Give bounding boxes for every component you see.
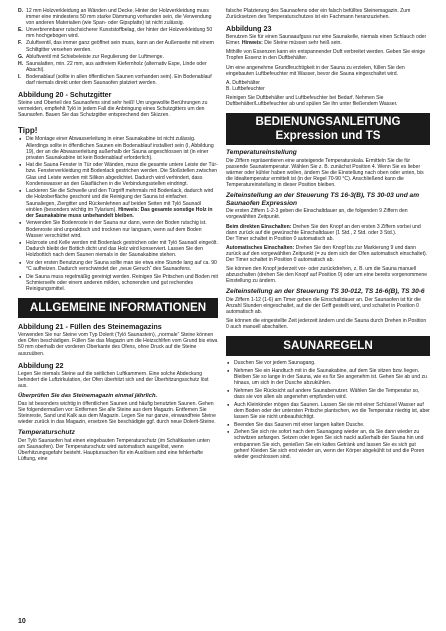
abb20-heading: Abbildung 20 - Schutzgitter bbox=[18, 90, 112, 100]
page-number: 10 bbox=[18, 618, 26, 625]
abb21-text: Verwenden Sie nur Steine vom Typ Dolerit (Tylö Saunastein), „normale“ Steine können den Ofen beschädigen. Füllen Sie das Magazin um die Heizschlifen vom Grund bis etwa 50 mm oberhalb der vorderen Oberkante des Ofens, ohne Druck auf die Steine auszuüben. bbox=[18, 332, 218, 357]
zeit2-text: Die Ziffern 1-12 (1-6) am Timer geben die Einschaltdauer an. Der Saunaofen ist für die Anzahl Stunden eingeschaltet, auf die der Griff gestellt wird, und schaltet in Position 0 automatisch ab. bbox=[226, 297, 421, 316]
abb23-humidity-text: Um eine angenehme Grundfeuchtigkeit in der Sauna zu erzielen, füllen Sie den eingebauten Luftbefeuchter mit Wasser, bevor die Sauna eingeschaltet wird. bbox=[226, 64, 405, 77]
list-item: ● Nehmen Sie Rücksicht auf andere Saunabenutzer. Wählen Sie die Temperatur so, dass sie von allen als angenehm empfunden wird. bbox=[226, 388, 430, 400]
abb23-text: Benutzen Sie für einen Saunaaufguss nur eine Saunakelle, niemals einen Schlauch oder Eimer. Hinweis: Die Steine müssen sehr heiß sein. bbox=[226, 34, 427, 47]
abb23-essence-text: Mithilfe von Essenzen kann ein entspannender Duft verbreitet werden. Geben Sie einige Tropfen Essenz in den Duftbehälter. bbox=[226, 49, 426, 62]
zeit1-auto: Automatisches Einschalten: Drehen Sie den Knopf bis zur Markierung 9 und dann zurück auf den vorgewählten Zeitpunkt (= zu dem sich der Ofen automatisch einschaltet). Der Timer schaltet in Position 0 automatisch ab. bbox=[226, 244, 428, 264]
tipp-heading: Tipp! bbox=[18, 126, 38, 136]
component-list bbox=[18, 8, 218, 86]
list-item: H. Saunalatten, min. 22 mm, aus astfreiem Kiefernholz (alternativ Espe, Linde oder Abachi). bbox=[18, 60, 207, 73]
banner-line: BEDIENUNGSANLEITUNG bbox=[255, 115, 401, 129]
temp-schutz-heading: Temperaturschutz bbox=[18, 429, 75, 437]
section-banner-allgemeine: ALLGEMEINE INFORMATIONEN bbox=[18, 298, 218, 318]
banner-line: Expression und TS bbox=[275, 129, 381, 143]
right-column bbox=[226, 8, 430, 461]
abb23-clean-text: Reinigen Sie Duftbehälter und Luftbefeuchter bei Bedarf. Nehmen Sie Duftbehälter/Luftbefeuchter ab und spülen Sie ihn unter fließendem Wasser. bbox=[226, 94, 398, 108]
left-column bbox=[18, 8, 218, 465]
list-item: ● Nehmen Sie ein Handtuch mit in die Saunakabine, auf dem Sie sitzen bzw. liegen. Bleiben Sie so lange in der Sauna, wie es für Sie angenehm ist. Gehen Sie ab und zu hinaus, um sich in der Dusche abzukühlen. bbox=[226, 368, 430, 386]
abb20-text: Steine und Oberteil des Saunaofens sind sehr heiß! Um ungewollte Berührungen zu vermeiden, empfiehlt Tylö in jedem Fall die Anbringung eines Schutzgitters um den Saunaofen. Bauen Sie das Schutzgitter entsprechend den Skizzen. bbox=[18, 100, 208, 119]
temp-einstellung-text: Die Ziffern repräsentieren eine ansteigende Temperaturskala. Ermitteln Sie die für passende Saunatemperatur. Wählen Sie z. B. zunächst Position 4. Wenn Sie es lieber wärmer oder kühler haben wollen, ändern Sie die Einstellung nach oben oder unten, bis die Idealtemperatur ermittelt ist (in der Regel 70-90 °C). Anschließend kann die Temperatureinstellung in dieser Position bleiben. bbox=[226, 157, 424, 189]
list-item: G. Abluftventil mit Schiebeleiste zur Regulierung der Luftmenge. bbox=[18, 53, 164, 60]
list-item: F. Zuluftventil, das immer ganz geöffnet sein muss, kann an der Außenseite mit einem Schiltgitter versehen werden. bbox=[18, 40, 214, 53]
list-item: ● Die Sauna muss regelmäßig gereinigt werden. Reinigen Sie Pritschen und Boden mit Schmierseife oder einem anderen milden, schonenden und gut rechendes Reinigungsmittel. bbox=[18, 274, 218, 292]
list-item: I. Bodenablauf (sollte in allen öffentlichen Saunen vorhanden sein). Ein Bodenablauf darf niemals direkt unter dem Saunaofen platziert werden. bbox=[18, 73, 212, 87]
list-item: ● Lackieren Sie die Schwelle und den Türgriff mehrmals mit Bodenlack, dadurch wird die Holzoberfläche geschont und die Reinigung der Sauna ist einfacher. Saunaliegen, Ziergitter und Rückenlehnen auf beiden Seiten mit Tylö Saunaöl einölen (besonders wichtig im Tylarium). Hinweis: Das gesamte sonstige Holz in der Saunakabine muss unbehandelt bleiben. bbox=[18, 188, 218, 218]
abb23-heading: Abbildung 23 bbox=[226, 24, 272, 34]
check-text: Das ist besonders wichtig in öffentlichen Saunen und häufig benutzten Saunen. Gehen Sie folgendermaßen vor: Entfernen Sie alle Steine aus dem Magazin. Entfernen Sie Steinreste, Sand und Kalk aus dem Magazin. Legen Sie nur ganze, einwandfreie Steine wieder zurück in das Magazin, ersetzen Sie beschädigte ggf. durch neue Dolerit-Steine. bbox=[18, 400, 216, 426]
list-item: A. Duftbehälter bbox=[226, 79, 260, 86]
list-item: ● Duschen Sie vor jedem Saunagang. bbox=[226, 360, 430, 366]
zeit1-manual: Sie können den Knopf jederzeit vor- oder zurückdrehen, z. B. um die Sauna manuell abzuschalten (drehen Sie den Knopf auf Position 0) oder um eine bereits vorgenommene Einstellung zu ändern. bbox=[226, 266, 428, 285]
abb21-heading: Abbildung 21 - Füllen des Steinemagazins bbox=[18, 322, 162, 332]
temp-einstellung-heading: Temperatureinstellung bbox=[226, 149, 297, 157]
zeit1-text: Die ersten Ziffern 1-2-3 geben die Einschaltdauer an, die folgenden 9 Ziffern den vorgewählten Zeitpunkt. bbox=[226, 208, 408, 221]
list-item: ● Beenden Sie das Saunen mit einer langen kalten Dusche. bbox=[226, 422, 430, 428]
list-item: B. Luftbefeuchter bbox=[226, 85, 265, 92]
section-banner-saunaregeln: SAUNAREGELN bbox=[226, 336, 430, 356]
section-banner-bedienung bbox=[226, 113, 430, 145]
abb22-heading: Abbildung 22 bbox=[18, 360, 64, 370]
list-item: E. Unverbrennbarer rutschsicherer Kunststoffbelag, der hinter der Holzverkleidung 50 mm hochgebogen wird. bbox=[18, 27, 213, 40]
list-item: ● Verwenden Sie Bodenroste in der Sauna nur dann, wenn der Boden rutschig ist. Bodenroste sind unpraktisch und trocknen nur langsam, wenn auf dem Boden Wasser verschüttet wird. bbox=[18, 220, 218, 238]
hint-label: Hinweis: bbox=[241, 40, 263, 47]
rules-list bbox=[226, 360, 430, 459]
zeit1-direct: Beim direkten Einschalten: Drehen Sie den Knopf an den ersten 3 Ziffern vorbei und dann zurück auf die gewünschte Einschaltdauer (1 Std., 2 Std. oder 3 Std.). Der Timer schaltet in Position 0 automatisch ab. bbox=[226, 223, 421, 242]
abb22-text: Legen Sie niemals Steine auf die seitlichen Luftkammern. Eine solche Abdeckung behindert die Luftzirkulation, der Ofen überhitzt sich und der Überhitzungsschutz löst aus. bbox=[18, 370, 209, 389]
list-item: ● Die Montage einer Abwasserleitung in einer Saunakabine ist nicht zulässig. Allerdings sollte in öffentlichen Saunen ein Bodenablauf installiert sein (I, Abbildung 19), der an die Abwasserleitung außerhalb der Sauna angeschlossen ist (in einer privaten Saunakabine ist kein Bodenablauf erforderlich). bbox=[18, 136, 218, 160]
zeit2-heading: Zeiteinstellung an der Steuerung TS 30-012, TS 16-6(B), TS 30-6 bbox=[226, 288, 425, 296]
temp-schutz-text: Der Tylö Saunaofen hat einen eingebauten Temperaturschutz (im Schaltkasten unten am Saunaofen). Der Temperaturschutz wird automatisch ausgelöst, wenn Überhitzungsgefahr besteht. Hauptursachen für ein Auslösen sind eine fehlerhafte Lüftung, eine bbox=[18, 437, 210, 463]
abb23-legend bbox=[226, 80, 430, 92]
list-item: ● Auch Kleinkinder mögen das Saunen. Lassen Sie sie mit einer Schüssel Wasser auf dem Boden oder der untersten Pritsche plantschen, wo die Temperatur niedrig ist, aber lassen Sie sie nicht unbeaufsichtigt. bbox=[226, 402, 430, 420]
check-heading: Überprüfen Sie das Steinemagazin einmal jährlich. bbox=[18, 392, 158, 399]
list-item: ● Vor der ersten Benutzung der Sauna sollte man sie etwa eine Stunde lang auf ca. 90 °C aufheizen. Dadurch verschwindet der „neue Geruch“ des Saunaofens. bbox=[18, 260, 218, 272]
list-item: ● Holzroste und Kelle werden mit Bodenlack gestrichen oder mit Tylö Saunaöl eingeölt. Dadurch bleibt der Bottich dicht und das Holz wird konserviert. Lassen Sie den Holzbottich nach dem Saunen niemals in der Saunakabine stehen. bbox=[18, 240, 218, 258]
zeit2-text-2: Sie können die eingestellte Zeit jederzeit ändern und die Sauna durch Drehen in Position 0 auch manuell abschalten. bbox=[226, 318, 427, 331]
list-item: ● Hat die Sauna Fenster in Tür oder Wänden, muss die gesamte untere Leiste der Tür- bzw. Fensterverkleidung mit Bodenlack gestrichen werden. Die Stoßstellen zwischen Glas und Leiste werden mit Silikon abgedichtet. Dadurch wird verhindert, dass Kondenswasser an den Glasflächen in die Verbindungsstellen eindringt. bbox=[18, 162, 218, 186]
temp-schutz-continued: falsche Platzierung des Saunaofens oder ein falsch befülltes Steinemagazin. Zum Zurücksetzen des Temperaturschutzes ist ein Fachmann heranzuziehen. bbox=[226, 8, 411, 21]
tipp-list bbox=[18, 136, 218, 292]
list-item: ● Ziehen Sie sich nie sofort nach dem Saunagang wieder an, da Sie dann wieder zu schwitzen anfangen. Setzen oder legen Sie sich nackt außerhalb der Sauna hin und entspannen Sie sich, genießen Sie ein kaltes Getränk und lassen Sie es sich gut gehen! Kleiden Sie sich erst wieder an, wenn der Körper abgekühlt ist und die Poren wieder geschlossen sind. bbox=[226, 429, 430, 459]
hint-label: Hinweis: bbox=[118, 206, 140, 213]
list-item: D. 12 mm Holzverkleidung an Wänden und Decke. Hinter der Holzverkleidung muss immer eine mindestens 50 mm starke Dämmung vorhanden sein, die Verwendung von anderen Materialien (wie Span- oder Gipsplatte) ist nicht zulässig. bbox=[18, 8, 212, 27]
zeit1-heading: Zeiteinstellung an der Steuerung TS 16-3(B), TS 30-03 und am Saunaofen Expression bbox=[226, 192, 420, 207]
